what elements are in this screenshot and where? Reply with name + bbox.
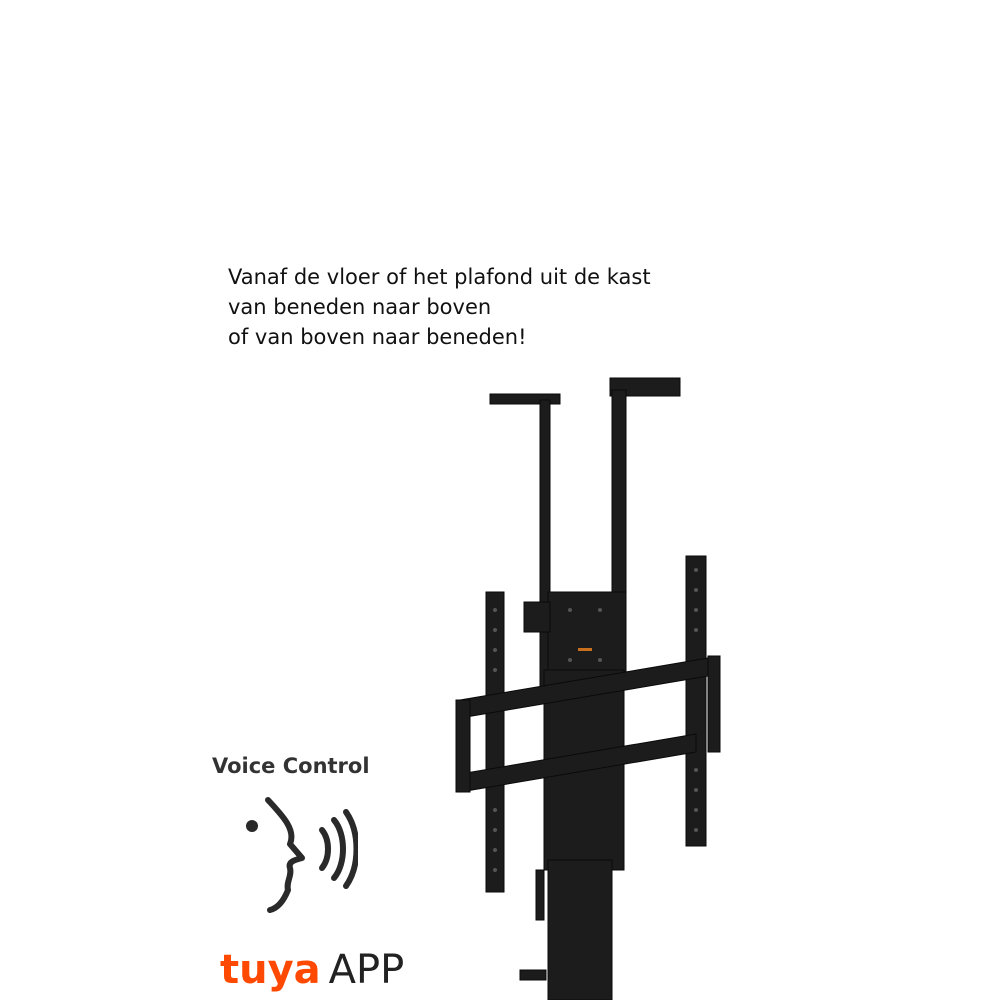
caption-line: of van boven naar beneden!	[228, 325, 527, 349]
tv-lift-mount-product	[440, 370, 730, 1000]
caption-line: Vanaf de vloer of het plafond uit de kast	[228, 265, 651, 289]
tuya-app-logo	[220, 946, 404, 994]
caption	[228, 262, 651, 352]
caption-line: van beneden naar boven	[228, 295, 492, 319]
voice-speaking-icon	[238, 796, 358, 916]
app-suffix-text: APP	[328, 947, 405, 993]
tuya-brand-text: tuya	[220, 947, 321, 993]
voice-control-title: Voice Control	[212, 754, 370, 778]
